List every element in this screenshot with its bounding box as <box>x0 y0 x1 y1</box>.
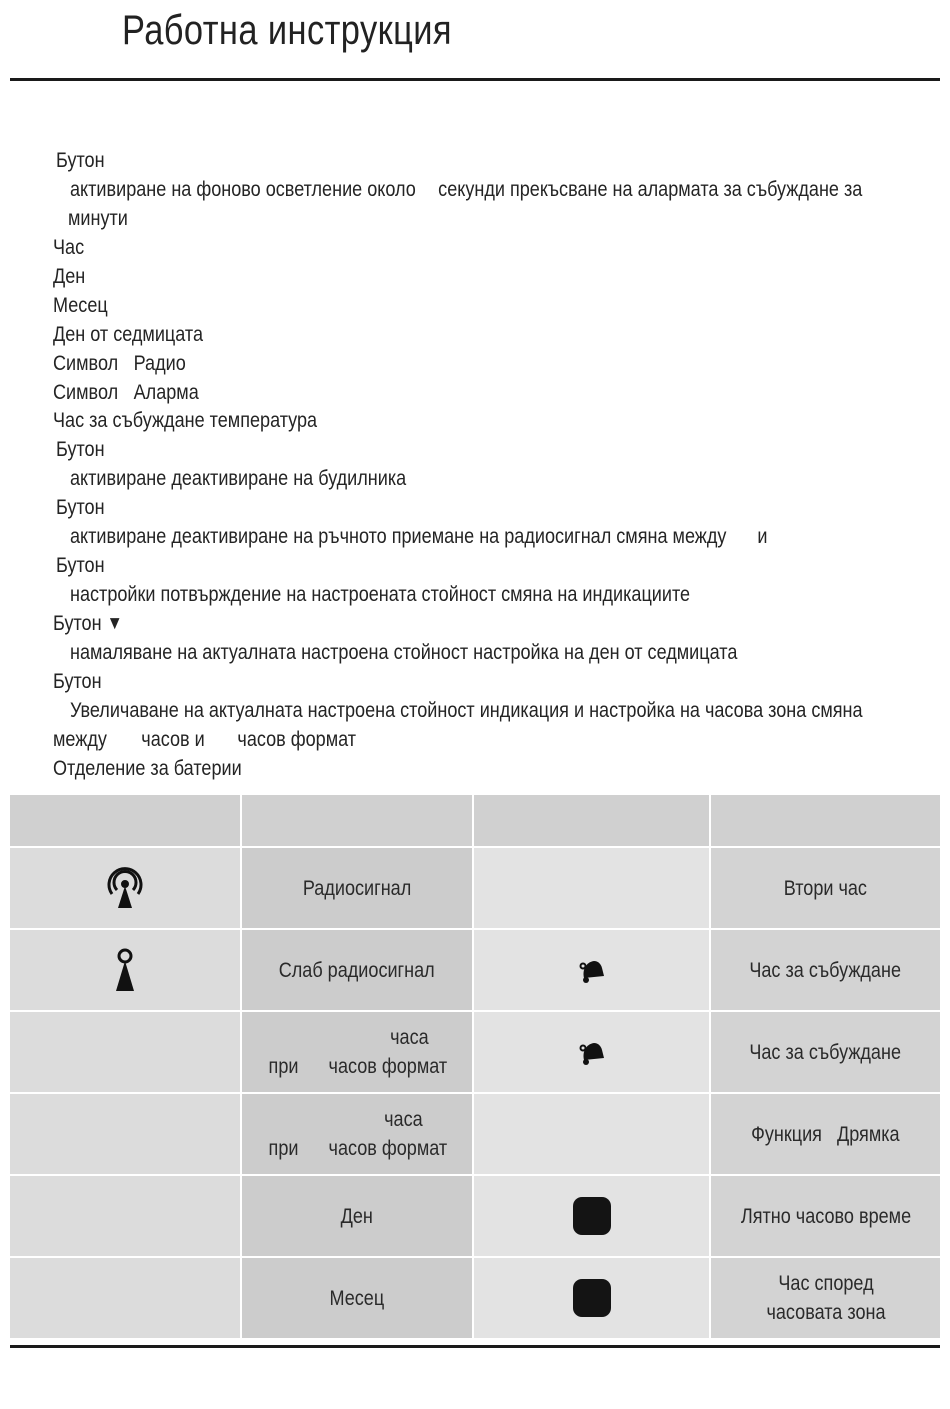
table-header-cell <box>242 795 472 846</box>
list-item: активиране на фоново осветление около секунди прекъсване на алармата за събуждане за <box>70 178 863 201</box>
list-item: Бутон ▼ <box>53 612 123 635</box>
table-row: Лятно часово време <box>711 1176 940 1256</box>
list-item: Бутон <box>56 149 105 172</box>
list-item: минути <box>68 207 128 230</box>
table-row: Месец <box>242 1258 472 1338</box>
list-item: Отделение за батерии <box>53 757 242 780</box>
table-cell-icon <box>10 1176 240 1256</box>
table-row: Час според часовата зона <box>711 1258 940 1338</box>
list-item: Ден от седмицата <box>53 323 204 346</box>
table-cell-icon <box>474 1258 709 1338</box>
header-divider <box>10 78 940 81</box>
table-row: Втори час <box>711 848 940 928</box>
weak-signal-icon <box>110 947 140 993</box>
alarm-bell-icon <box>578 956 606 984</box>
table-row: Час за събуждане <box>711 1012 940 1092</box>
radio-signal-icon <box>105 866 145 910</box>
list-item: намаляване на актуалната настроена стойност настройка на ден от седмицата <box>70 641 738 664</box>
table-cell-icon <box>474 930 709 1010</box>
table-row: Функция Дрямка <box>711 1094 940 1174</box>
list-item: Бутон <box>53 670 102 693</box>
table-cell-icon <box>10 930 240 1010</box>
black-square-icon <box>573 1279 611 1317</box>
black-square-icon <box>573 1197 611 1235</box>
list-item: Час <box>53 236 85 259</box>
list-item: активиране деактивиране на будилника <box>70 467 407 490</box>
list-item: активиране деактивиране на ръчното приемане на радиосигнал смяна между и <box>70 525 768 548</box>
table-cell-icon <box>10 848 240 928</box>
list-item: Час за събуждане температура <box>53 409 318 432</box>
table-header-cell <box>474 795 709 846</box>
table-row: Слаб радиосигнал <box>242 930 472 1010</box>
down-triangle-icon: ▼ <box>106 613 123 634</box>
table-header-cell <box>711 795 940 846</box>
list-item: Бутон <box>56 496 105 519</box>
table-cell-icon <box>474 1094 709 1174</box>
page-title: Работна инструкция <box>122 6 452 53</box>
symbol-table <box>10 795 940 1338</box>
list-item: Месец <box>53 294 108 317</box>
list-item: Символ Аларма <box>53 381 199 404</box>
list-item: Бутон <box>56 438 105 461</box>
table-cell-icon <box>10 1258 240 1338</box>
list-item: между часов и часов формат <box>53 728 357 751</box>
list-item: Увеличаване на актуалната настроена стойност индикация и настройка на часова зона смяна <box>70 699 863 722</box>
table-row: Ден <box>242 1176 472 1256</box>
alarm-bell-icon <box>578 1038 606 1066</box>
table-row: Час за събуждане <box>711 930 940 1010</box>
list-item: настройки потвърждение на настроената стойност смяна на индикациите <box>70 583 691 606</box>
table-cell-icon <box>10 1012 240 1092</box>
table-row: часа при часов формат <box>242 1094 472 1174</box>
list-item: Символ Радио <box>53 352 186 375</box>
table-cell-icon <box>474 1176 709 1256</box>
table-header-cell <box>10 795 240 846</box>
list-item: Бутон <box>56 554 105 577</box>
table-row: Радиосигнал <box>242 848 472 928</box>
table-cell-icon <box>474 1012 709 1092</box>
table-row: часа при часов формат <box>242 1012 472 1092</box>
footer-divider <box>10 1345 940 1348</box>
list-item: Ден <box>53 265 86 288</box>
table-cell-icon <box>474 848 709 928</box>
table-cell-icon <box>10 1094 240 1174</box>
